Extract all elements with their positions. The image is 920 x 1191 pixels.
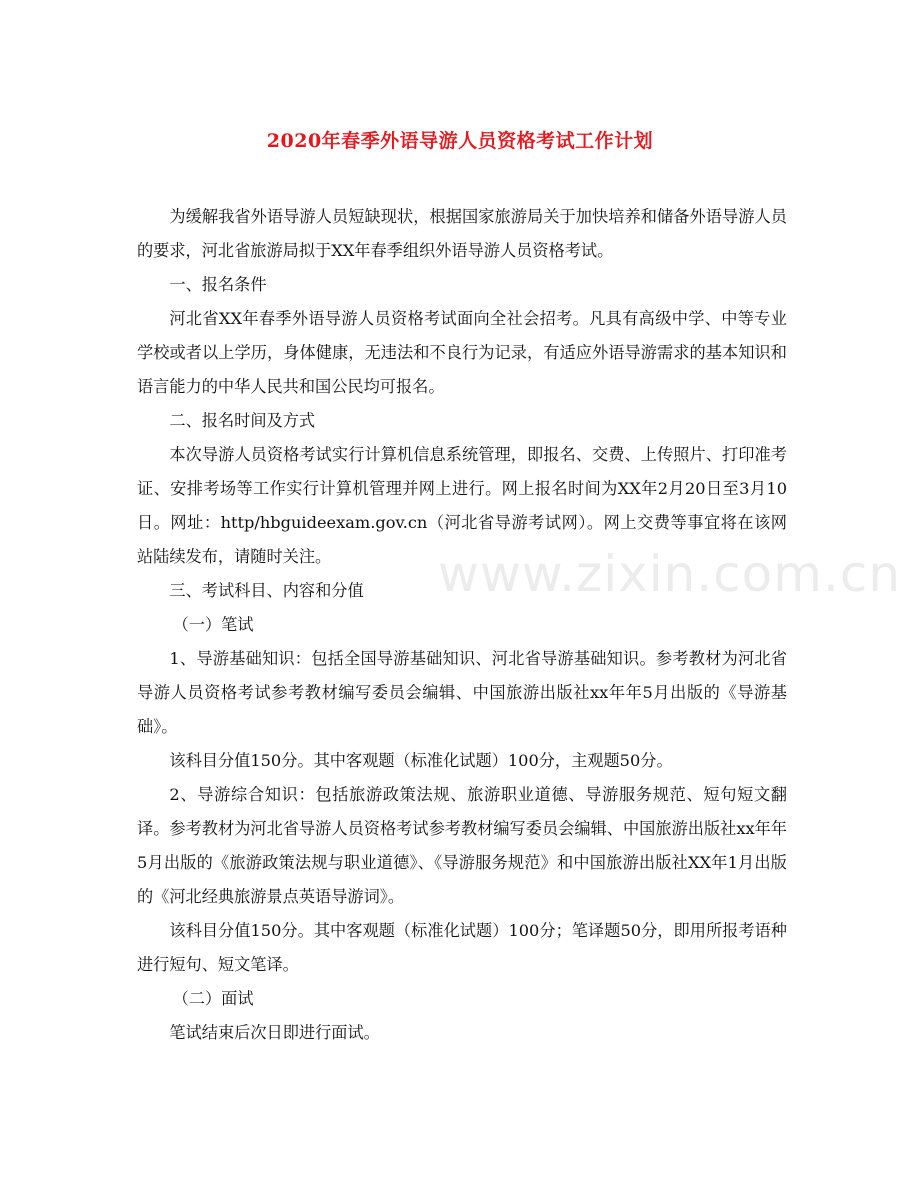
paragraph-registration-conditions: 河北省XX年春季外语导游人员资格考试面向全社会招考。凡具有高级中学、中等专业学校或者以上学历，身体健康，无违法和不良行为记录，有适应外语导游需求的基本知识和语言能力的中华人民共和国公民均可报名。 (137, 309, 787, 396)
paragraph-guide-basics-score: 该科目分值150分。其中客观题（标准化试题）100分，主观题50分。 (169, 751, 673, 770)
paragraph-guide-basics: 1、导游基础知识：包括全国导游基础知识、河北省导游基础知识。参考教材为河北省导游人员资格考试参考教材编写委员会编辑、中国旅游出版社xx年年5月出版的《导游基础》。 (137, 649, 787, 736)
subheading-interview: （二）面试 (172, 989, 254, 1008)
document-title: 2020年春季外语导游人员资格考试工作计划 (266, 130, 654, 152)
watermark: www.zixin.com.cn (438, 545, 902, 603)
subheading-written-exam: （一）笔试 (172, 615, 254, 634)
paragraph-registration-time: 本次导游人员资格考试实行计算机信息系统管理，即报名、交费、上传照片、打印准考证、安排考场等工作实行计算机管理并网上进行。网上报名时间为XX年2月20日至3月10日。网址：http/hbguideexam.gov.cn（河北省导游考试网）。网上交费等事宜将在该网站陆续发布，请随时关注。 (137, 445, 787, 566)
section-heading-registration-time: 二、报名时间及方式 (169, 411, 316, 430)
paragraph-interview: 笔试结束后次日即进行面试。 (169, 1023, 380, 1042)
document-body (137, 200, 787, 1050)
intro-paragraph: 为缓解我省外语导游人员短缺现状，根据国家旅游局关于加快培养和储备外语导游人员的要求，河北省旅游局拟于XX年春季组织外语导游人员资格考试。 (137, 207, 787, 260)
paragraph-guide-comprehensive: 2、导游综合知识：包括旅游政策法规、旅游职业道德、导游服务规范、短句短文翻译。参考教材为河北省导游人员资格考试参考教材编写委员会编辑、中国旅游出版社xx年年5月出版的《旅游政策法规与职业道德》、《导游服务规范》和中国旅游出版社XX年1月出版的《河北经典旅游景点英语导游词》。 (137, 785, 787, 906)
section-heading-registration-conditions: 一、报名条件 (169, 275, 267, 294)
paragraph-guide-comprehensive-score: 该科目分值150分。其中客观题（标准化试题）100分；笔译题50分，即用所报考语种进行短句、短文笔译。 (137, 921, 787, 974)
section-heading-exam-subjects: 三、考试科目、内容和分值 (169, 581, 364, 600)
